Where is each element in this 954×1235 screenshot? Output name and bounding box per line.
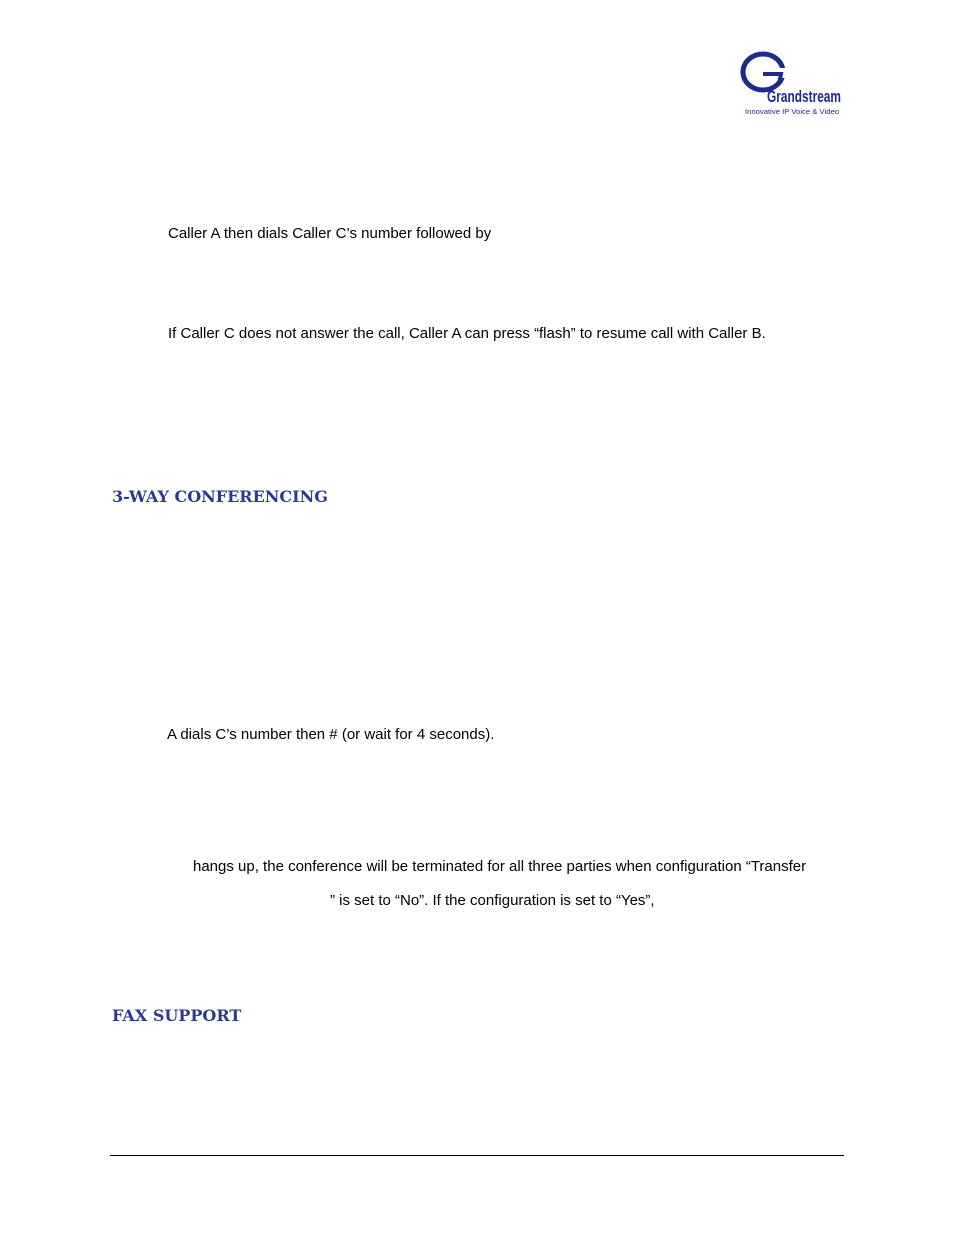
logo-tagline: Innovative IP Voice & Video: [745, 109, 840, 116]
grandstream-logo: [735, 44, 845, 120]
paragraph-no-answer: If Caller C does not answer the call, Caller A can press “flash” to resume call with Caller B.: [168, 325, 766, 342]
grandstream-logo-icon: [735, 44, 845, 120]
footer-divider: [110, 1155, 844, 1156]
paragraph-hangs-up-line-1: hangs up, the conference will be terminated for all three parties when configuration “Transfer: [193, 858, 807, 875]
paragraph-dial-caller-c: Caller A then dials Caller C’s number followed by: [168, 225, 492, 242]
logo-brand: Grandstream: [767, 87, 841, 106]
paragraph-a-dials-c: A dials C’s number then # (or wait for 4 seconds).: [167, 726, 495, 743]
section-heading-3-way-conferencing: 3-WAY CONFERENCING: [112, 487, 328, 506]
section-heading-fax-support: FAX SUPPORT: [112, 1006, 242, 1025]
paragraph-hangs-up-line-2: ” is set to “No”. If the configuration is set to “Yes”,: [330, 892, 655, 909]
